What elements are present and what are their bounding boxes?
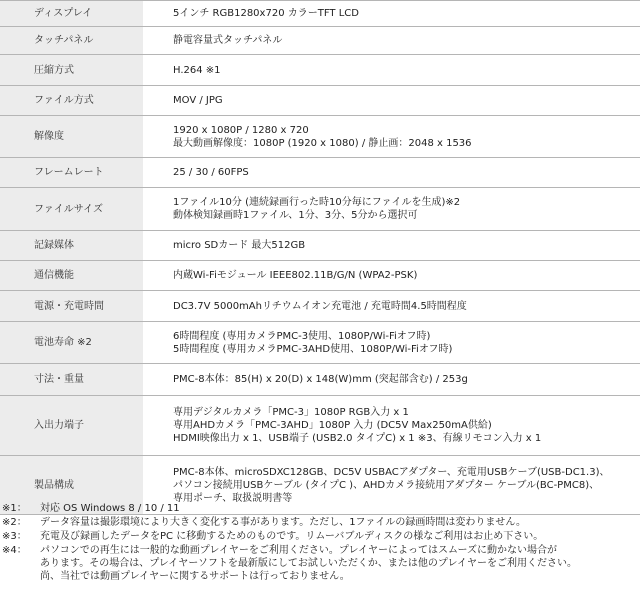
spec-label: タッチパネル bbox=[0, 27, 143, 55]
spec-row bbox=[0, 396, 640, 456]
spec-value-line: 動体検知録画時1ファイル、1分、3分、5分から選択可 bbox=[173, 210, 418, 221]
spec-value bbox=[143, 261, 640, 291]
spec-row bbox=[0, 261, 640, 291]
spec-label: 解像度 bbox=[0, 116, 143, 158]
spec-value bbox=[143, 27, 640, 55]
spec-label: 圧縮方式 bbox=[0, 55, 143, 86]
spec-value-line: MOV / JPG bbox=[173, 95, 223, 106]
spec-row bbox=[0, 116, 640, 158]
footnote bbox=[0, 516, 640, 529]
spec-value bbox=[143, 322, 640, 364]
footnote-line: データ容量は撮影環境により大きく変化する事があります。ただし、1ファイルの録画時間は変わりません。 bbox=[40, 517, 526, 528]
spec-value-line: 6時間程度 (専用カメラPMC-3使用、1080P/Wi-Fiオフ時) bbox=[173, 330, 431, 342]
spec-value-line: 静電容量式タッチパネル bbox=[173, 35, 283, 46]
spec-table-body bbox=[0, 1, 640, 515]
spec-row bbox=[0, 158, 640, 188]
spec-value-line: 専用ポーチ、取扱説明書等 bbox=[173, 492, 293, 504]
footnote-line: 尚、当社では動画プレイヤーに関するサポートは行っておりません。 bbox=[40, 571, 350, 582]
spec-label: ファイル方式 bbox=[0, 86, 143, 116]
footnote-mark: ※2： bbox=[2, 517, 27, 528]
spec-value-line: 専用AHDカメラ「PMC-3AHD」1080P 入力 (DC5V Max250mA供給) bbox=[173, 420, 492, 431]
spec-label: 電源・充電時間 bbox=[0, 291, 143, 322]
footnote-text bbox=[40, 502, 640, 515]
footnote-line: パソコンでの再生には一般的な動画プレイヤーをご利用ください。プレイヤーによってはスムーズに動かない場合が bbox=[40, 545, 557, 556]
spec-label: フレームレート bbox=[0, 158, 143, 188]
spec-value-line: H.264 ※1 bbox=[173, 64, 221, 76]
spec-label: 通信機能 bbox=[0, 261, 143, 291]
spec-value bbox=[143, 291, 640, 322]
spec-value-line: HDMI映像出力 x 1、USB端子 (USB2.0 タイプC) x 1 ※3、有線リモコン入力 x 1 bbox=[173, 433, 542, 444]
footnote-line: 充電及び録画したデータをPC に移動するためのものです。リムーバブルディスクの様なご利用はお止め下さい。 bbox=[40, 531, 544, 542]
footnotes bbox=[0, 502, 640, 584]
spec-value bbox=[143, 116, 640, 158]
spec-label: 記録媒体 bbox=[0, 231, 143, 261]
spec-value bbox=[143, 396, 640, 456]
spec-label: 入出力端子 bbox=[0, 396, 143, 456]
spec-label: 寸法・重量 bbox=[0, 364, 143, 396]
footnote-line: 対応 OS Windows 8 / 10 / 11 bbox=[40, 503, 180, 514]
spec-label: 電池寿命 ※2 bbox=[0, 322, 143, 364]
spec-value-line: micro SDカード 最大512GB bbox=[173, 240, 306, 251]
spec-row bbox=[0, 322, 640, 364]
spec-value bbox=[143, 86, 640, 116]
spec-row bbox=[0, 188, 640, 231]
spec-value-line: PMC-8本体：85(H) x 20(D) x 148(W)mm (突起部含む) / 253g bbox=[173, 374, 468, 385]
spec-row bbox=[0, 27, 640, 55]
spec-value-line: DC3.7V 5000mAhリチウムイオン充電池 / 充電時間4.5時間程度 bbox=[173, 300, 467, 312]
footnote-line: あります。その場合は、プレイヤーソフトを最新版にしてお試しいただくか、または他のプレイヤーをご利用ください。 bbox=[40, 558, 577, 569]
footnote-mark: ※1： bbox=[2, 503, 27, 514]
spec-value-line: PMC-8本体、microSDXC128GB、DC5V USBACアダプター、充電用USBケーブ(USB-DC1.3)、 bbox=[173, 466, 610, 478]
spec-row bbox=[0, 364, 640, 396]
footnote bbox=[0, 502, 640, 515]
spec-row bbox=[0, 1, 640, 27]
spec-row bbox=[0, 291, 640, 322]
footnote-text bbox=[40, 516, 640, 529]
footnote-text bbox=[40, 530, 640, 543]
spec-value bbox=[143, 364, 640, 396]
spec-value bbox=[143, 158, 640, 188]
spec-value bbox=[143, 188, 640, 231]
footnote-mark: ※3： bbox=[2, 531, 27, 542]
spec-value bbox=[143, 1, 640, 27]
spec-value bbox=[143, 55, 640, 86]
footnote-mark: ※4： bbox=[2, 545, 27, 556]
spec-value-line: 1ファイル10分 (連続録画行った時10分毎にファイルを生成)※2 bbox=[173, 197, 461, 208]
footnote-text bbox=[40, 544, 640, 583]
spec-row bbox=[0, 55, 640, 86]
spec-label: ディスプレイ bbox=[0, 1, 143, 27]
spec-value-line: 5時間程度 (専用カメラPMC-3AHD使用、1080P/Wi-Fiオフ時) bbox=[173, 343, 453, 355]
footnote bbox=[0, 530, 640, 543]
spec-value-line: 25 / 30 / 60FPS bbox=[173, 167, 249, 178]
spec-value bbox=[143, 231, 640, 261]
spec-row bbox=[0, 86, 640, 116]
spec-value-line: 5インチ RGB1280x720 カラーTFT LCD bbox=[173, 8, 359, 19]
spec-label: ファイルサイズ bbox=[0, 188, 143, 231]
spec-row bbox=[0, 231, 640, 261]
spec-value-line: 内蔵Wi-Fiモジュール IEEE802.11B/G/N (WPA2-PSK) bbox=[173, 270, 418, 281]
spec-value-line: パソコン接続用USBケーブル (タイプC )、AHDカメラ接続用アダプター ケーブル(BC-PMC8)、 bbox=[173, 479, 600, 491]
spec-value-line: 専用デジタルカメラ「PMC-3」1080P RGB入力 x 1 bbox=[173, 407, 409, 418]
spec-value-line: 最大動画解像度：1080P (1920 x 1080) / 静止画：2048 x 1536 bbox=[173, 137, 472, 149]
spec-label: 製品構成 bbox=[0, 456, 143, 515]
spec-value-line: 1920 x 1080P / 1280 x 720 bbox=[173, 124, 309, 136]
footnote bbox=[0, 544, 640, 583]
